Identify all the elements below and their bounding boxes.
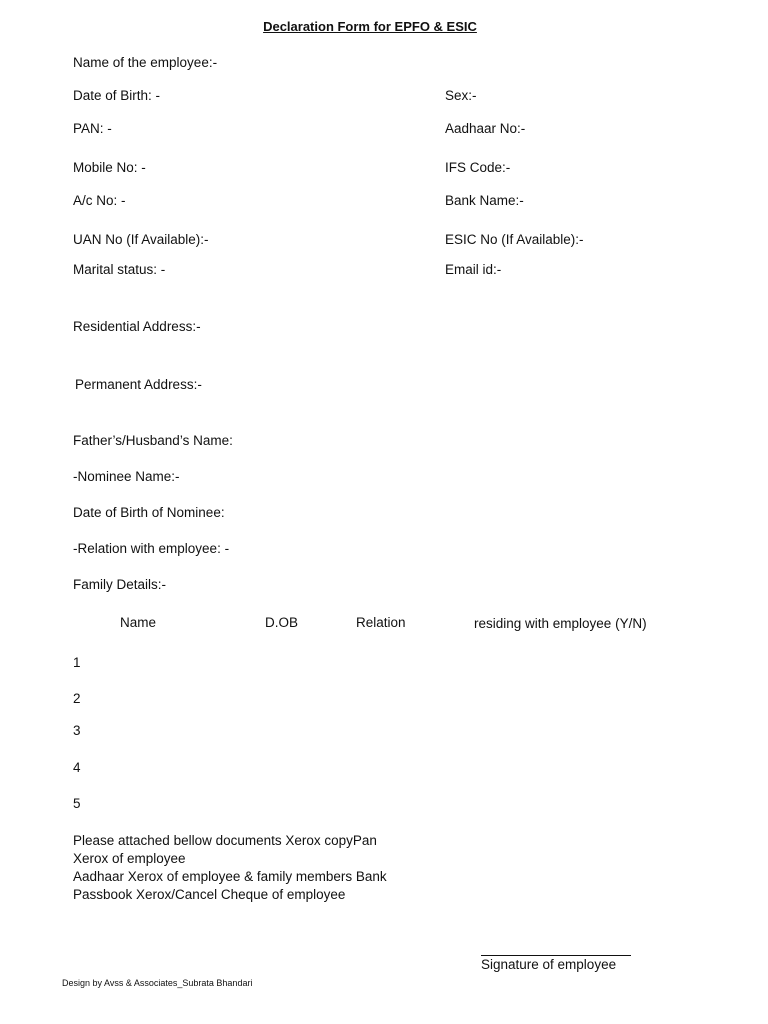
field-marital-status: Marital status: - bbox=[73, 262, 166, 277]
field-ifs-code: IFS Code:- bbox=[445, 160, 511, 175]
family-header-residing: residing with employee (Y/N) bbox=[474, 616, 647, 631]
documents-line: Xerox of employee bbox=[73, 851, 186, 866]
field-bank-name: Bank Name:- bbox=[445, 193, 524, 208]
field-family-details: Family Details:- bbox=[73, 577, 167, 592]
family-row-number: 1 bbox=[73, 655, 81, 670]
family-row-number: 2 bbox=[73, 691, 81, 706]
family-header-dob: D.OB bbox=[265, 615, 299, 630]
field-account-no: A/c No: - bbox=[73, 193, 126, 208]
field-pan: PAN: - bbox=[73, 121, 112, 136]
family-header-name: Name bbox=[120, 615, 157, 630]
field-residential-address: Residential Address:- bbox=[73, 319, 201, 334]
footer-credit: Design by Avss & Associates_Subrata Bhandari bbox=[62, 978, 253, 988]
signature-line bbox=[481, 955, 631, 956]
field-father-husband-name: Father’s/Husband’s Name: bbox=[73, 433, 233, 448]
form-title: Declaration Form for EPFO & ESIC bbox=[263, 19, 477, 34]
field-nominee-name: -Nominee Name:- bbox=[73, 469, 180, 484]
signature-label: Signature of employee bbox=[481, 957, 617, 972]
field-esic: ESIC No (If Available):- bbox=[445, 232, 584, 247]
field-aadhaar: Aadhaar No:- bbox=[445, 121, 526, 136]
family-row-number: 4 bbox=[73, 760, 81, 775]
family-row-number: 5 bbox=[73, 796, 81, 811]
documents-line: Aadhaar Xerox of employee & family members Bank bbox=[73, 869, 387, 884]
documents-line: Please attached bellow documents Xerox copyPan bbox=[73, 833, 377, 848]
field-employee-name: Name of the employee:- bbox=[73, 55, 218, 70]
field-permanent-address: Permanent Address:- bbox=[75, 377, 202, 392]
field-mobile: Mobile No: - bbox=[73, 160, 146, 175]
field-date-of-birth: Date of Birth: - bbox=[73, 88, 161, 103]
field-email: Email id:- bbox=[445, 262, 502, 277]
field-sex: Sex:- bbox=[445, 88, 477, 103]
field-nominee-dob: Date of Birth of Nominee: bbox=[73, 505, 225, 520]
field-uan: UAN No (If Available):- bbox=[73, 232, 209, 247]
documents-required bbox=[73, 832, 418, 904]
family-row-number: 3 bbox=[73, 723, 81, 738]
documents-line: Passbook Xerox/Cancel Cheque of employee bbox=[73, 887, 346, 902]
family-header-relation: Relation bbox=[356, 615, 406, 630]
field-relation: -Relation with employee: - bbox=[73, 541, 230, 556]
